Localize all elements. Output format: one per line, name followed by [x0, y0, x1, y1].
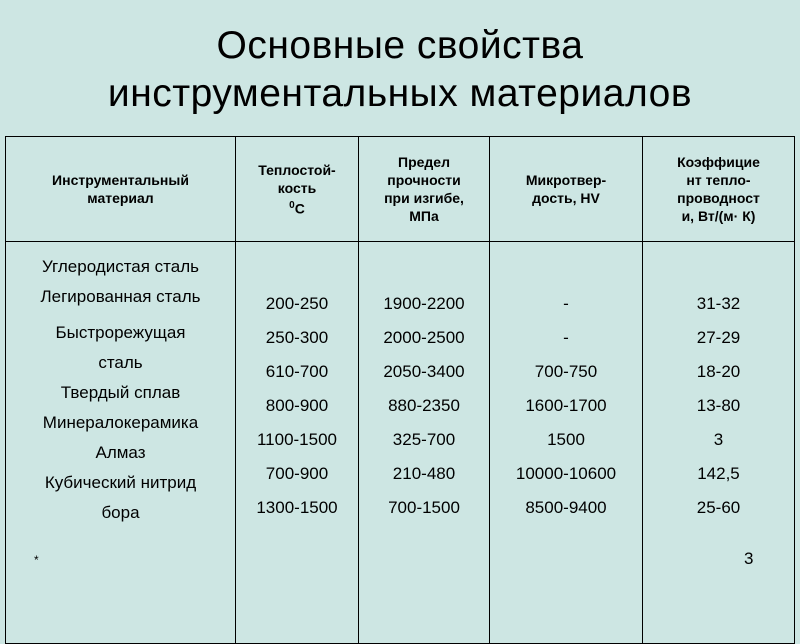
page-title	[0, 22, 800, 118]
table-header-row	[6, 137, 795, 242]
properties-table-container	[5, 136, 794, 598]
page-number: 3	[744, 549, 754, 568]
hardness-value: 8500-9400	[525, 498, 607, 517]
material-name: Углеродистая сталь	[42, 257, 199, 276]
header-strength-line2: прочности	[387, 172, 461, 188]
conductivity-column	[643, 242, 795, 644]
heat-resistance-column	[236, 242, 359, 644]
conductivity-value: 27-29	[696, 328, 741, 347]
strength-value: 880-2350	[388, 396, 460, 415]
conductivity-value: 3	[713, 430, 724, 449]
header-heat-line2: кость	[277, 179, 317, 196]
heat-resistance-value: 1300-1500	[256, 498, 338, 517]
conductivity-value: 142,5	[697, 464, 740, 483]
footer-star: *	[34, 553, 39, 567]
header-strength-line1: Предел	[398, 154, 450, 170]
material-name: Легированная сталь	[40, 287, 201, 306]
properties-table	[5, 136, 795, 644]
conductivity-value: 25-60	[696, 498, 741, 517]
heat-resistance-value: 700-900	[265, 464, 329, 483]
header-material-line2: материал	[87, 190, 154, 206]
header-hardness	[490, 137, 643, 242]
hardness-value: -	[563, 294, 569, 313]
header-hardness-line2: дость, HV	[532, 190, 600, 206]
material-column	[6, 242, 236, 644]
heat-resistance-value: 800-900	[265, 396, 329, 415]
header-hardness-line1: Микротвер-	[525, 172, 607, 188]
conductivity-value: 18-20	[696, 362, 741, 381]
hardness-value: 1500	[547, 430, 585, 449]
conductivity-value: 13-80	[696, 396, 741, 415]
heat-resistance-value: 610-700	[265, 362, 329, 381]
header-conductivity-line3: проводност	[677, 190, 760, 206]
material-name: Алмаз	[95, 443, 146, 462]
strength-value: 2000-2500	[383, 328, 465, 347]
strength-value: 325-700	[392, 430, 456, 449]
hardness-value: 1600-1700	[525, 396, 607, 415]
header-heat-unit: С	[294, 200, 305, 217]
hardness-value: -	[563, 328, 569, 347]
material-name: бора	[101, 503, 140, 522]
material-name: сталь	[98, 353, 143, 372]
material-name: Быстрорежущая	[55, 323, 186, 342]
strength-value: 700-1500	[388, 498, 460, 517]
title-line-1: Основные свойства	[216, 24, 584, 67]
heat-resistance-value: 250-300	[265, 328, 329, 347]
strength-value: 2050-3400	[383, 362, 465, 381]
header-strength-line3: при изгибе,	[384, 190, 464, 206]
material-name: Кубический нитрид	[44, 473, 197, 492]
header-heat-line1: Теплостой-	[258, 161, 336, 178]
hardness-column	[490, 242, 643, 644]
header-conductivity-line1: Коэффицие	[677, 154, 760, 170]
header-conductivity-line2: нт тепло-	[686, 172, 751, 188]
material-name: Минералокерамика	[42, 413, 199, 432]
material-name: Твердый сплав	[60, 383, 181, 402]
strength-value: 210-480	[392, 464, 456, 483]
header-material-line1: Инструментальный	[52, 172, 189, 188]
header-material	[6, 137, 236, 242]
conductivity-value: 31-32	[696, 294, 741, 313]
hardness-value: 700-750	[534, 362, 598, 381]
table-row	[6, 242, 795, 644]
strength-column	[359, 242, 490, 644]
title-line-2: инструментальных материалов	[107, 72, 693, 115]
header-conductivity	[643, 137, 795, 242]
strength-value: 1900-2200	[383, 294, 465, 313]
header-strength-line4: МПа	[409, 208, 439, 224]
header-heat-sup: 0	[289, 199, 295, 211]
hardness-value: 10000-10600	[515, 464, 617, 483]
header-heat-resistance	[236, 137, 359, 242]
heat-resistance-value: 1100-1500	[256, 430, 338, 449]
header-strength	[359, 137, 490, 242]
header-conductivity-line4: и, Вт/(м· К)	[681, 208, 756, 224]
header-heat-unit-line	[236, 197, 358, 218]
heat-resistance-value: 200-250	[265, 294, 329, 313]
